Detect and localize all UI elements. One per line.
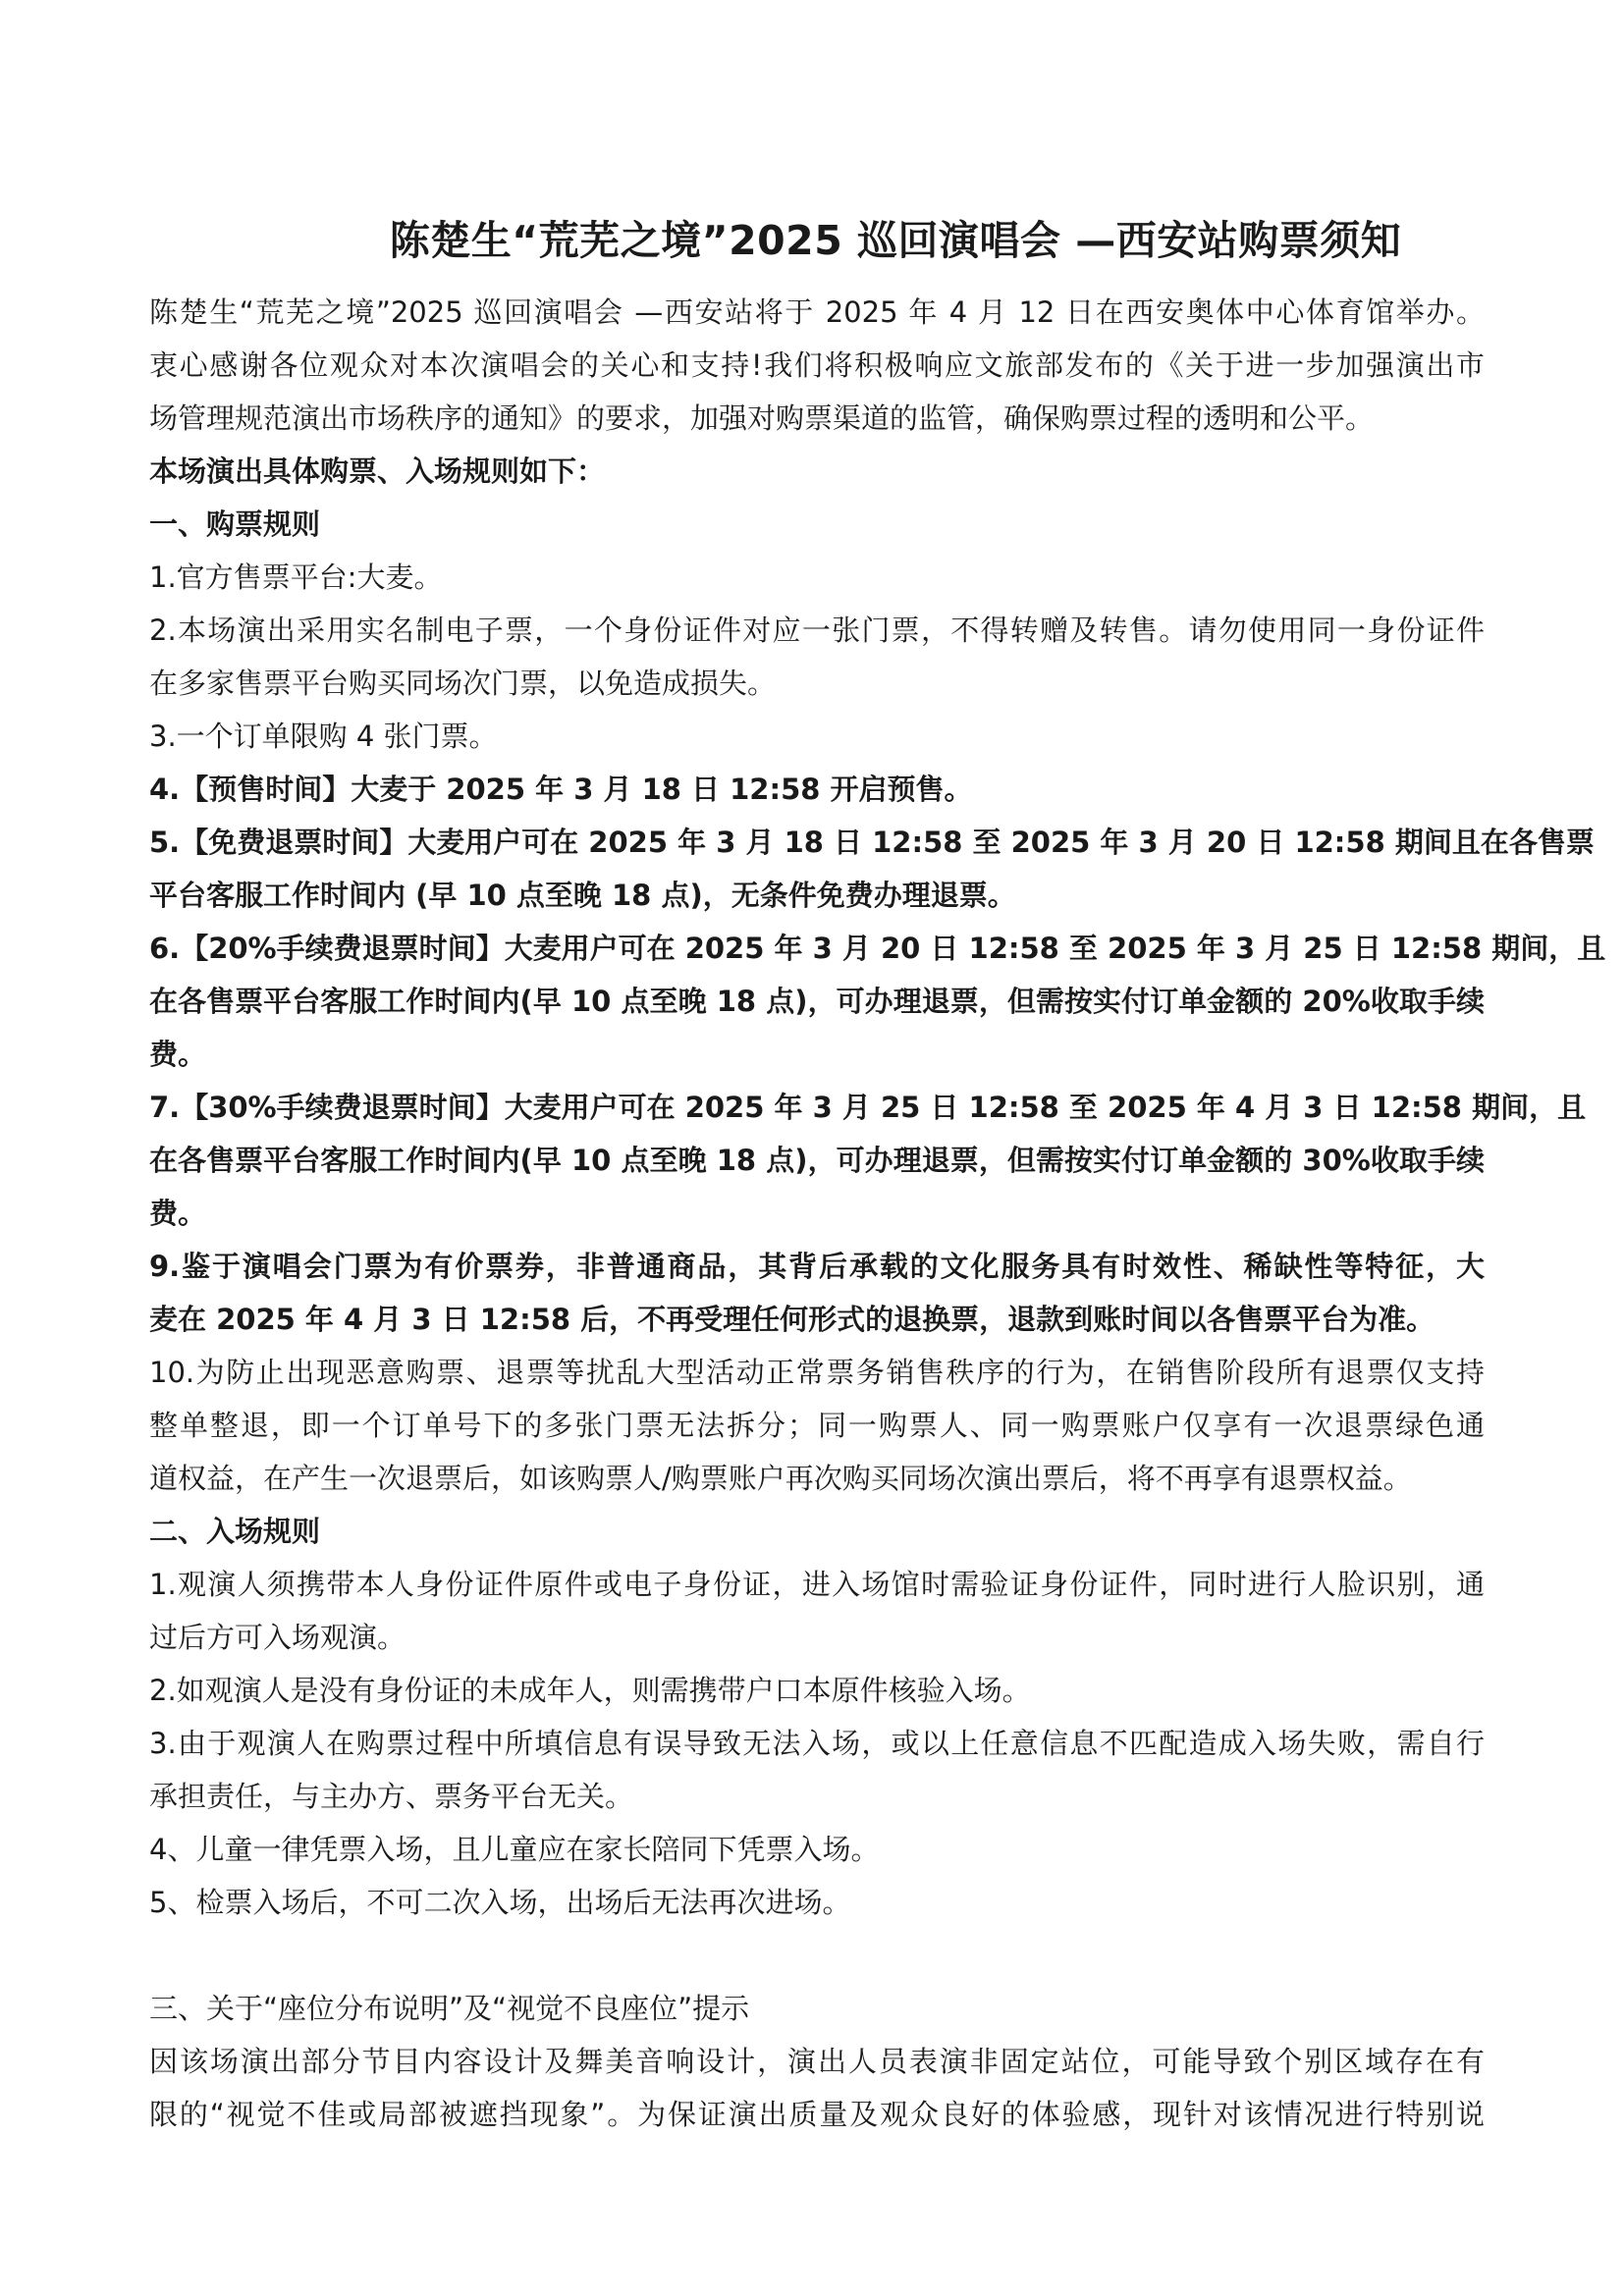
rule-line-bold: 在各售票平台客服工作时间内(早 10 点至晚 18 点)，可办理退票，但需按实付订单金额的 30%收取手续 [149, 1144, 1485, 1177]
rule-line: 道权益，在产生一次退票后，如该购票人/购票账户再次购买同场次演出票后，将不再享有退票权益。 [149, 1462, 1412, 1495]
entry-line: 承担责任，与主办方、票务平台无关。 [149, 1780, 634, 1813]
entry-line: 过后方可入场观演。 [149, 1621, 406, 1654]
rule-line: 10.为防止出现恶意购票、退票等扰乱大型活动正常票务销售秩序的行为，在销售阶段所有退票仅支持 [149, 1356, 1485, 1389]
rule-line: 1.官方售票平台:大麦。 [149, 561, 443, 594]
intro-line: 衷心感谢各位观众对本次演唱会的关心和支持!我们将积极响应文旅部发布的《关于进一步加强演出市 [149, 348, 1485, 382]
rule-line-bold: 5.【免费退票时间】大麦用户可在 2025 年 3 月 18 日 12:58 至 2025 年 3 月 20 日 12:58 期间且在各售票 [149, 826, 1595, 859]
rule-line-bold: 麦在 2025 年 4 月 3 日 12:58 后，不再受理任何形式的退换票，退款到账时间以各售票平台为准。 [149, 1303, 1435, 1336]
section-heading-seating: 三、关于“座位分布说明”及“视觉不良座位”提示 [149, 1992, 750, 2025]
rule-line: 在多家售票平台购买同场次门票，以免造成损失。 [149, 667, 777, 700]
document-body [149, 286, 1606, 2141]
section-heading-ticketing: 一、购票规则 [149, 507, 321, 541]
seating-line: 因该场演出部分节目内容设计及舞美音响设计，演出人员表演非固定站位，可能导致个别区域存在有 [149, 2045, 1485, 2078]
rule-line-bold: 费。 [149, 1038, 207, 1071]
rule-line-bold: 费。 [149, 1197, 207, 1230]
paragraph-gap [149, 1929, 1485, 1982]
rule-line-bold: 4.【预售时间】大麦于 2025 年 3 月 18 日 12:58 开启预售。 [149, 773, 973, 806]
rule-line-bold: 7.【30%手续费退票时间】大麦用户可在 2025 年 3 月 25 日 12:58 至 2025 年 4 月 3 日 12:58 期间，且 [149, 1091, 1587, 1124]
rule-line: 2.本场演出采用实名制电子票，一个身份证件对应一张门票，不得转赠及转售。请勿使用同一身份证件 [149, 614, 1485, 647]
rule-line: 3.一个订单限购 4 张门票。 [149, 720, 498, 753]
rule-line: 整单整退，即一个订单号下的多张门票无法拆分；同一购票人、同一购票账户仅享有一次退票绿色通 [149, 1409, 1485, 1442]
entry-line: 5、检票入场后，不可二次入场，出场后无法再次进场。 [149, 1886, 851, 1919]
rule-line-bold: 平台客服工作时间内 (早 10 点至晚 18 点)，无条件免费办理退票。 [149, 879, 1016, 912]
document-title: 陈楚生“荒芜之境”2025 巡回演唱会 —西安站购票须知 [389, 217, 1402, 264]
intro-line: 场管理规范演出市场秩序的通知》的要求，加强对购票渠道的监管，确保购票过程的透明和公平。 [149, 401, 1375, 435]
entry-line: 3.由于观演人在购票过程中所填信息有误导致无法入场，或以上任意信息不匹配造成入场失败，需自行 [149, 1727, 1485, 1760]
section-heading-entry: 二、入场规则 [149, 1515, 321, 1548]
entry-line: 1.观演人须携带本人身份证件原件或电子身份证，进入场馆时需验证身份证件，同时进行人脸识别，通 [149, 1568, 1485, 1601]
rule-line-bold: 6.【20%手续费退票时间】大麦用户可在 2025 年 3 月 20 日 12:58 至 2025 年 3 月 25 日 12:58 期间，且 [149, 932, 1606, 965]
rules-heading: 本场演出具体购票、入场规则如下： [149, 454, 606, 488]
entry-line: 4、儿童一律凭票入场，且儿童应在家长陪同下凭票入场。 [149, 1833, 880, 1866]
rule-line-bold: 在各售票平台客服工作时间内(早 10 点至晚 18 点)，可办理退票，但需按实付订单金额的 20%收取手续 [149, 985, 1485, 1018]
rule-line-bold: 9.鉴于演唱会门票为有价票券，非普通商品，其背后承载的文化服务具有时效性、稀缺性等特征，大 [149, 1250, 1485, 1283]
entry-line: 2.如观演人是没有身份证的未成年人，则需携带户口本原件核验入场。 [149, 1674, 1031, 1707]
intro-line: 陈楚生“荒芜之境”2025 巡回演唱会 —西安站将于 2025 年 4 月 12 日在西安奥体中心体育馆举办。 [149, 295, 1485, 329]
seating-line: 限的“视觉不佳或局部被遮挡现象”。为保证演出质量及观众良好的体验感，现针对该情况进行特别说 [149, 2098, 1485, 2131]
